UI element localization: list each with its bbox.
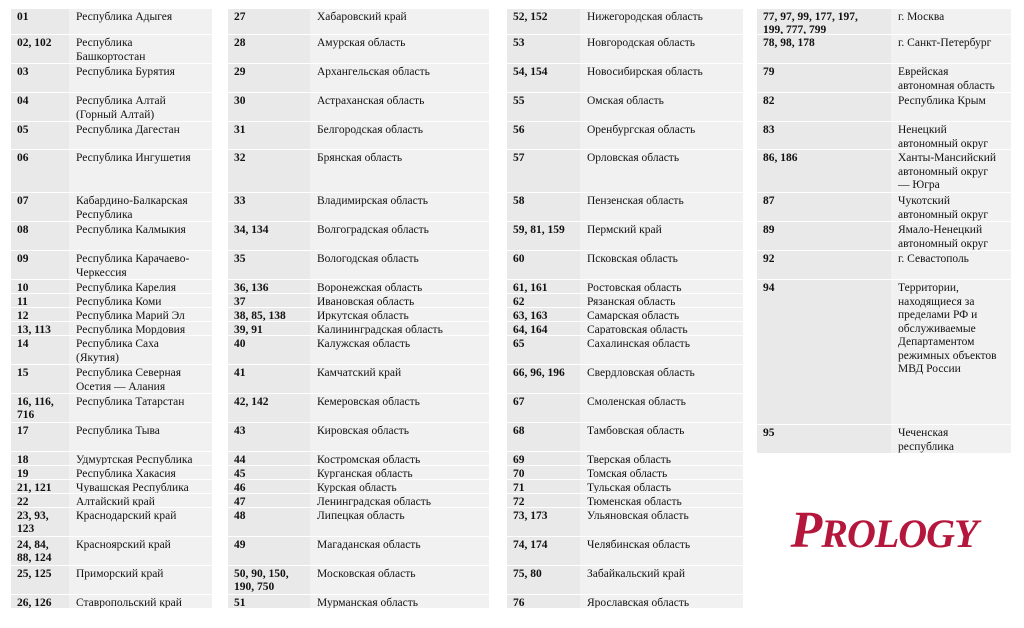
region-code: 26, 126 (11, 595, 69, 608)
region-code: 49 (228, 537, 310, 565)
region-name: Астраханская область (317, 95, 425, 107)
region-name: Красноярский край (76, 539, 171, 551)
region-name: Самарская область (587, 310, 680, 321)
table-row (11, 150, 212, 192)
table-row (757, 122, 1011, 149)
table-row (507, 35, 743, 63)
table-row (11, 122, 212, 149)
region-code: 22 (11, 494, 69, 507)
table-row (507, 222, 743, 250)
region-code: 25, 125 (11, 566, 69, 594)
region-code: 36, 136 (228, 280, 310, 293)
region-code: 03 (11, 64, 69, 92)
region-name: Кировская область (317, 425, 410, 437)
region-name: Республика Дагестан (76, 124, 180, 136)
region-code: 67 (507, 394, 580, 422)
region-code: 57 (507, 150, 580, 192)
region-code: 76 (507, 595, 580, 608)
table-row (757, 193, 1011, 221)
region-code: 64, 164 (507, 322, 580, 335)
region-code: 48 (228, 508, 310, 536)
region-name: Республика Алтай (Горный Алтай) (76, 95, 166, 121)
table-row (507, 480, 743, 493)
region-name: Республика Татарстан (76, 396, 185, 408)
region-code: 62 (507, 294, 580, 307)
table-row (228, 280, 489, 293)
region-code: 60 (507, 251, 580, 279)
region-name: Амурская область (317, 37, 406, 49)
region-code: 08 (11, 222, 69, 250)
region-name: Мурманская область (317, 597, 419, 608)
region-name: Московская область (317, 568, 416, 580)
region-name: Томская область (587, 468, 668, 479)
region-name: Белгородская область (317, 124, 423, 136)
region-code: 54, 154 (507, 64, 580, 92)
region-code: 73, 173 (507, 508, 580, 536)
region-name: Челябинская область (587, 539, 691, 551)
region-name: Ленинградская область (317, 496, 432, 507)
table-row (507, 494, 743, 507)
region-code: 34, 134 (228, 222, 310, 250)
table-row (11, 537, 212, 565)
region-name: Республика Адыгея (76, 11, 173, 23)
region-code: 63, 163 (507, 308, 580, 321)
table-row (507, 322, 743, 335)
region-code: 65 (507, 336, 580, 364)
table-row (757, 93, 1011, 121)
region-code: 83 (757, 122, 891, 149)
region-name: Республика Марий Эл (76, 310, 185, 321)
region-code: 52, 152 (507, 9, 580, 34)
region-code: 72 (507, 494, 580, 507)
region-code: 02, 102 (11, 35, 69, 63)
region-code: 04 (11, 93, 69, 121)
region-name: Тамбовская область (587, 425, 685, 437)
region-code: 47 (228, 494, 310, 507)
region-name: Республика Карелия (76, 282, 177, 293)
table-row (507, 466, 743, 479)
table-row (228, 595, 489, 608)
region-code: 82 (757, 93, 891, 121)
prology-logo: PROLOGY (790, 502, 978, 559)
table-row (228, 452, 489, 465)
table-row (507, 566, 743, 594)
table-row (11, 508, 212, 536)
region-name: Удмуртская Республика (76, 454, 193, 465)
table-row (507, 64, 743, 92)
region-code: 17 (11, 423, 69, 451)
table-row (11, 251, 212, 279)
region-code: 13, 113 (11, 322, 69, 335)
region-code: 06 (11, 150, 69, 192)
region-code: 09 (11, 251, 69, 279)
region-name: Смоленская область (587, 396, 686, 408)
region-code: 50, 90, 150, 190, 750 (228, 566, 310, 594)
table-row (507, 336, 743, 364)
region-code: 68 (507, 423, 580, 451)
region-name: г. Севастополь (898, 253, 969, 265)
region-name: Пензенская область (587, 195, 684, 207)
region-name: Омская область (587, 95, 664, 107)
table-row (228, 122, 489, 149)
table-row (757, 280, 1011, 424)
region-code: 24, 84, 88, 124 (11, 537, 69, 565)
region-name: Магаданская область (317, 539, 421, 551)
region-code: 92 (757, 251, 891, 279)
region-code: 66, 96, 196 (507, 365, 580, 393)
region-name: Ставропольский край (76, 597, 182, 608)
region-name: Республика Хакасия (76, 468, 176, 479)
table-row (11, 322, 212, 335)
logo-area (757, 457, 1011, 613)
table-row (507, 394, 743, 422)
table-row (228, 222, 489, 250)
table-row (507, 93, 743, 121)
region-code: 39, 91 (228, 322, 310, 335)
region-name: Липецкая область (317, 510, 405, 522)
region-name: Ямало-Ненецкий автономный округ (898, 224, 989, 250)
table-row (228, 93, 489, 121)
table-row (11, 466, 212, 479)
region-name: Вологодская область (317, 253, 419, 265)
region-code: 31 (228, 122, 310, 149)
region-name: Чувашская Республика (76, 482, 189, 493)
region-name: Курская область (317, 482, 397, 493)
region-code: 40 (228, 336, 310, 364)
region-code: 61, 161 (507, 280, 580, 293)
table-row (507, 122, 743, 149)
region-name: Республика Коми (76, 296, 162, 307)
table-row (228, 480, 489, 493)
region-name: Тверская область (587, 454, 671, 465)
table-row (507, 251, 743, 279)
region-code: 33 (228, 193, 310, 221)
region-code: 87 (757, 193, 891, 221)
region-name: Архангельская область (317, 66, 430, 78)
region-name: Нижегородская область (587, 11, 703, 23)
region-name: Владимирская область (317, 195, 429, 207)
table-row (507, 423, 743, 451)
region-name: Рязанская область (587, 296, 676, 307)
table-row (507, 9, 743, 34)
region-code: 01 (11, 9, 69, 34)
region-name: Иркутская область (317, 310, 409, 321)
region-code: 45 (228, 466, 310, 479)
region-code: 55 (507, 93, 580, 121)
table-row (228, 150, 489, 192)
region-code: 10 (11, 280, 69, 293)
region-code: 38, 85, 138 (228, 308, 310, 321)
region-name: Костромская область (317, 454, 421, 465)
region-name: Пермский край (587, 224, 662, 236)
region-code: 53 (507, 35, 580, 63)
table-row (11, 494, 212, 507)
table-row (11, 595, 212, 608)
region-code: 07 (11, 193, 69, 221)
table-row (228, 336, 489, 364)
region-name: Алтайский край (76, 496, 155, 507)
table-row (757, 222, 1011, 250)
table-row (228, 9, 489, 34)
region-name: Сахалинская область (587, 338, 690, 350)
region-code: 58 (507, 193, 580, 221)
region-code: 89 (757, 222, 891, 250)
region-name: Республика Мордовия (76, 324, 186, 335)
region-code: 69 (507, 452, 580, 465)
region-name: Территории, находящиеся за пределами РФ и обслуживаемые Департаментом режимных объектов МВД России (898, 282, 997, 375)
region-name: Республика Бурятия (76, 66, 175, 78)
table-row (11, 222, 212, 250)
region-name: Республика Калмыкия (76, 224, 186, 236)
region-name: Ненецкий автономный округ (898, 124, 989, 149)
table-row (507, 193, 743, 221)
table-row (11, 193, 212, 221)
region-name: Республика Ингушетия (76, 152, 191, 164)
region-name: г. Москва (898, 11, 945, 23)
table-row (507, 294, 743, 307)
table-row (757, 64, 1011, 92)
table-row (228, 64, 489, 92)
region-code: 51 (228, 595, 310, 608)
table-row (228, 193, 489, 221)
region-code: 78, 98, 178 (757, 35, 891, 63)
region-code: 86, 186 (757, 150, 891, 192)
region-code: 05 (11, 122, 69, 149)
table-row (507, 537, 743, 565)
region-name: Республика Северная Осетия — Алания (76, 367, 182, 393)
region-code: 41 (228, 365, 310, 393)
region-name: Приморский край (76, 568, 164, 580)
region-code: 21, 121 (11, 480, 69, 493)
region-name: Забайкальский край (587, 568, 686, 580)
region-name: Республика Башкортостан (76, 37, 146, 63)
table-row (757, 35, 1011, 63)
region-name: Кабардино-Балкарская Республика (76, 195, 188, 221)
region-code: 37 (228, 294, 310, 307)
table-row (11, 35, 212, 63)
table-row (228, 494, 489, 507)
region-name: Республика Тыва (76, 425, 160, 437)
region-code: 95 (757, 425, 891, 453)
region-code: 29 (228, 64, 310, 92)
region-code: 59, 81, 159 (507, 222, 580, 250)
region-code: 32 (228, 150, 310, 192)
table-row (228, 423, 489, 451)
region-name: Республика Карачаево- Черкессия (76, 253, 190, 279)
table-row (507, 595, 743, 608)
table-row (11, 64, 212, 92)
table-row (228, 466, 489, 479)
region-name: Ханты-Мансийский автономный округ — Югра (898, 152, 997, 191)
table-row (11, 480, 212, 493)
table-row (228, 508, 489, 536)
region-name: Ивановская область (317, 296, 415, 307)
table-row (11, 423, 212, 451)
table-row (757, 9, 1011, 34)
region-name: Псковская область (587, 253, 678, 265)
region-name: Краснодарский край (76, 510, 177, 522)
region-code: 35 (228, 251, 310, 279)
region-name: Саратовская область (587, 324, 688, 335)
table-row (228, 394, 489, 422)
region-code: 44 (228, 452, 310, 465)
table-row (11, 280, 212, 293)
region-name: Калининградская область (317, 324, 443, 335)
region-name: Новгородская область (587, 37, 696, 49)
region-name: Орловская область (587, 152, 680, 164)
region-code: 15 (11, 365, 69, 393)
region-name: Курганская область (317, 468, 413, 479)
region-name: Тюменская область (587, 496, 682, 507)
region-name: Ростовская область (587, 282, 682, 293)
region-code: 28 (228, 35, 310, 63)
table-row (11, 394, 212, 422)
region-name: Хабаровский край (317, 11, 407, 23)
region-code: 56 (507, 122, 580, 149)
region-name: Еврейская автономная область (898, 66, 995, 92)
table-row (757, 251, 1011, 279)
table-row (507, 452, 743, 465)
table-row (228, 294, 489, 307)
region-code: 16, 116, 716 (11, 394, 69, 422)
region-name: Калужская область (317, 338, 411, 350)
table-row (11, 308, 212, 321)
region-code: 43 (228, 423, 310, 451)
region-name: Камчатский край (317, 367, 402, 379)
region-code: 11 (11, 294, 69, 307)
table-row (11, 294, 212, 307)
region-code: 75, 80 (507, 566, 580, 594)
region-name: Воронежская область (317, 282, 423, 293)
table-row (507, 508, 743, 536)
region-name: Волгоградская область (317, 224, 429, 236)
region-name: Кемеровская область (317, 396, 420, 408)
region-code: 79 (757, 64, 891, 92)
region-name: Ульяновская область (587, 510, 689, 522)
table-row (228, 322, 489, 335)
table-row (228, 537, 489, 565)
table-row (507, 308, 743, 321)
region-name: Тульская область (587, 482, 671, 493)
region-code: 70 (507, 466, 580, 479)
region-code: 18 (11, 452, 69, 465)
region-code: 77, 97, 99, 177, 197, 199, 777, 799 (757, 9, 891, 34)
region-code: 23, 93, 123 (11, 508, 69, 536)
table-row (11, 336, 212, 364)
table-row (11, 93, 212, 121)
table-row (507, 365, 743, 393)
region-name: Чеченская республика (898, 427, 954, 453)
table-row (228, 35, 489, 63)
table-row (11, 566, 212, 594)
region-code: 71 (507, 480, 580, 493)
table-row (228, 308, 489, 321)
region-name: Чукотский автономный округ (898, 195, 989, 221)
table-row (228, 566, 489, 594)
region-name: г. Санкт-Петербург (898, 37, 992, 49)
region-code: 30 (228, 93, 310, 121)
region-code: 94 (757, 280, 891, 424)
table-row (11, 452, 212, 465)
table-row (11, 365, 212, 393)
region-code: 14 (11, 336, 69, 364)
region-name: Свердловская область (587, 367, 695, 379)
table-row (228, 251, 489, 279)
region-name: Республика Крым (898, 95, 986, 107)
region-name: Оренбургская область (587, 124, 696, 136)
region-code: 27 (228, 9, 310, 34)
table-row (757, 425, 1011, 453)
region-code: 19 (11, 466, 69, 479)
table-row (757, 150, 1011, 192)
table-row (507, 150, 743, 192)
region-name: Новосибирская область (587, 66, 703, 78)
table-row (11, 9, 212, 34)
region-name: Республика Саха (Якутия) (76, 338, 159, 364)
region-code: 74, 174 (507, 537, 580, 565)
region-code: 46 (228, 480, 310, 493)
region-code: 12 (11, 308, 69, 321)
region-name: Брянская область (317, 152, 403, 164)
region-code: 42, 142 (228, 394, 310, 422)
region-name: Ярославская область (587, 597, 690, 608)
table-row (507, 280, 743, 293)
table-row (228, 365, 489, 393)
